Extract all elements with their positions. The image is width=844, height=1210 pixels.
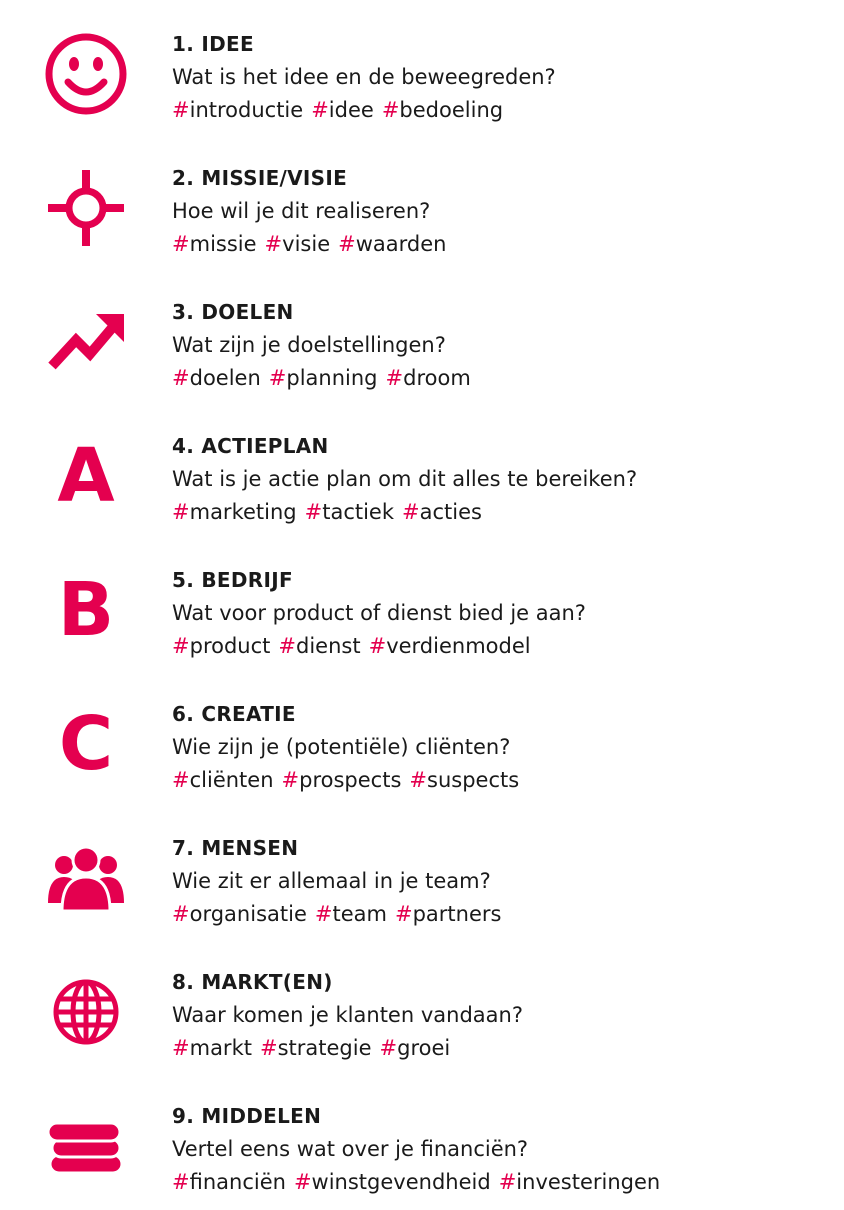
hashtag bbox=[402, 500, 482, 524]
item-title: 8. MARKT(EN) bbox=[172, 970, 333, 994]
hashtag bbox=[172, 634, 270, 658]
trend-up-arrow-icon bbox=[40, 296, 132, 388]
hash-symbol: # bbox=[264, 232, 283, 256]
hashtag-word: dienst bbox=[296, 634, 361, 658]
letter-b-icon bbox=[40, 564, 132, 656]
hashtag bbox=[311, 98, 374, 122]
item-hashtags bbox=[172, 362, 832, 395]
item-question: Wie zijn je (potentiële) cliënten? bbox=[172, 735, 511, 759]
hashtag-word: suspects bbox=[427, 768, 520, 792]
item-hashtags bbox=[172, 1032, 832, 1065]
item-title: 7. MENSEN bbox=[172, 836, 299, 860]
hash-symbol: # bbox=[172, 1170, 190, 1194]
hashtag bbox=[172, 500, 297, 524]
hashtag bbox=[172, 366, 261, 390]
hashtag bbox=[305, 500, 394, 524]
hashtag bbox=[172, 768, 274, 792]
item-text bbox=[172, 296, 832, 395]
item-hashtags bbox=[172, 1166, 832, 1199]
smiley-icon bbox=[40, 28, 132, 120]
hash-symbol: # bbox=[385, 366, 404, 390]
hashtag bbox=[172, 902, 307, 926]
item-title: 4. ACTIEPLAN bbox=[172, 434, 329, 458]
hash-symbol: # bbox=[311, 98, 329, 122]
item-question: Waar komen je klanten vandaan? bbox=[172, 1003, 523, 1027]
hashtag bbox=[409, 768, 519, 792]
item-hashtags bbox=[172, 228, 832, 261]
icon-letter: B bbox=[57, 567, 115, 653]
hashtag-word: planning bbox=[286, 366, 378, 390]
item-title: 3. DOELEN bbox=[172, 300, 294, 324]
hash-symbol: # bbox=[172, 98, 190, 122]
hash-symbol: # bbox=[172, 500, 190, 524]
hashtag-word: organisatie bbox=[189, 902, 307, 926]
hashtag-word: acties bbox=[419, 500, 482, 524]
hashtag bbox=[294, 1170, 491, 1194]
item-question: Wat is het idee en de beweegreden? bbox=[172, 65, 556, 89]
hashtag-word: product bbox=[189, 634, 271, 658]
coin-stack-icon bbox=[40, 1100, 132, 1192]
item-question: Wie zit er allemaal in je team? bbox=[172, 869, 491, 893]
hash-symbol: # bbox=[409, 768, 428, 792]
hash-symbol: # bbox=[338, 232, 356, 256]
item-title: 6. CREATIE bbox=[172, 702, 296, 726]
item-text bbox=[172, 832, 832, 931]
item-title: 2. MISSIE/VISIE bbox=[172, 166, 348, 190]
hashtag bbox=[278, 634, 360, 658]
hashtag-word: winstgevendheid bbox=[311, 1170, 491, 1194]
hashtag-word: visie bbox=[282, 232, 331, 256]
letter-c-icon bbox=[40, 698, 132, 790]
hashtag-word: marketing bbox=[189, 500, 297, 524]
hashtag-word: introductie bbox=[189, 98, 304, 122]
hash-symbol: # bbox=[394, 902, 413, 926]
globe-icon bbox=[40, 966, 132, 1058]
item-hashtags bbox=[172, 496, 832, 529]
hashtag bbox=[382, 98, 503, 122]
hashtag-word: tactiek bbox=[322, 500, 395, 524]
canvas-item bbox=[0, 162, 844, 272]
hash-symbol: # bbox=[172, 902, 190, 926]
canvas-item bbox=[0, 698, 844, 808]
canvas-item bbox=[0, 564, 844, 674]
hash-symbol: # bbox=[268, 366, 287, 390]
item-hashtags bbox=[172, 764, 832, 797]
canvas-item bbox=[0, 28, 844, 138]
hash-symbol: # bbox=[172, 366, 190, 390]
hashtag-word: strategie bbox=[277, 1036, 372, 1060]
canvas-item bbox=[0, 1100, 844, 1210]
hashtag bbox=[172, 232, 257, 256]
item-question: Wat voor product of dienst bied je aan? bbox=[172, 601, 586, 625]
hashtag bbox=[315, 902, 387, 926]
hashtag bbox=[380, 1036, 451, 1060]
item-question: Wat zijn je doelstellingen? bbox=[172, 333, 446, 357]
hash-symbol: # bbox=[379, 1036, 398, 1060]
item-hashtags bbox=[172, 898, 832, 931]
hash-symbol: # bbox=[368, 634, 387, 658]
hashtag-word: groei bbox=[397, 1036, 451, 1060]
hash-symbol: # bbox=[402, 500, 420, 524]
hashtag bbox=[172, 98, 303, 122]
icon-letter: A bbox=[57, 433, 115, 519]
hash-symbol: # bbox=[381, 98, 400, 122]
item-text bbox=[172, 430, 832, 529]
item-text bbox=[172, 564, 832, 663]
hashtag bbox=[269, 366, 378, 390]
hashtag bbox=[260, 1036, 372, 1060]
hash-symbol: # bbox=[172, 634, 190, 658]
item-question: Vertel eens wat over je financiën? bbox=[172, 1137, 529, 1161]
canvas-item bbox=[0, 430, 844, 540]
item-text bbox=[172, 698, 832, 797]
hash-symbol: # bbox=[293, 1170, 312, 1194]
hash-symbol: # bbox=[172, 1036, 190, 1060]
hashtag-word: idee bbox=[328, 98, 374, 122]
hashtag-word: missie bbox=[189, 232, 257, 256]
item-hashtags bbox=[172, 630, 832, 663]
hashtag-word: financiën bbox=[189, 1170, 286, 1194]
hash-symbol: # bbox=[172, 232, 190, 256]
hashtag-word: bedoeling bbox=[399, 98, 504, 122]
people-group-icon bbox=[40, 832, 132, 924]
hashtag-word: team bbox=[332, 902, 387, 926]
hashtag-word: prospects bbox=[299, 768, 402, 792]
item-text bbox=[172, 966, 832, 1065]
item-hashtags bbox=[172, 94, 832, 127]
item-title: 5. BEDRIJF bbox=[172, 568, 293, 592]
item-text bbox=[172, 1100, 832, 1199]
hash-symbol: # bbox=[304, 500, 323, 524]
hashtag-word: verdienmodel bbox=[386, 634, 531, 658]
hashtag-word: investeringen bbox=[516, 1170, 661, 1194]
hashtag bbox=[386, 366, 471, 390]
hash-symbol: # bbox=[314, 902, 333, 926]
hashtag bbox=[499, 1170, 661, 1194]
item-title: 1. IDEE bbox=[172, 32, 254, 56]
hashtag bbox=[395, 902, 501, 926]
hash-symbol: # bbox=[278, 634, 296, 658]
hashtag bbox=[338, 232, 446, 256]
item-text bbox=[172, 28, 832, 127]
hashtag bbox=[369, 634, 531, 658]
letter-a-icon bbox=[40, 430, 132, 522]
hashtag bbox=[172, 1036, 252, 1060]
item-text bbox=[172, 162, 832, 261]
canvas-item bbox=[0, 296, 844, 406]
hashtag-word: markt bbox=[189, 1036, 252, 1060]
crosshair-icon bbox=[40, 162, 132, 254]
hashtag-word: partners bbox=[412, 902, 502, 926]
hashtag-word: droom bbox=[403, 366, 471, 390]
hashtag-word: waarden bbox=[355, 232, 447, 256]
hashtag bbox=[172, 1170, 286, 1194]
hash-symbol: # bbox=[172, 768, 190, 792]
hash-symbol: # bbox=[259, 1036, 278, 1060]
item-question: Hoe wil je dit realiseren? bbox=[172, 199, 431, 223]
hashtag-word: doelen bbox=[189, 366, 261, 390]
item-question: Wat is je actie plan om dit alles te bereiken? bbox=[172, 467, 638, 491]
hashtag bbox=[265, 232, 331, 256]
hash-symbol: # bbox=[498, 1170, 517, 1194]
icon-letter: C bbox=[58, 701, 114, 787]
canvas-item bbox=[0, 966, 844, 1076]
canvas-item bbox=[0, 832, 844, 942]
item-title: 9. MIDDELEN bbox=[172, 1104, 322, 1128]
hash-symbol: # bbox=[281, 768, 300, 792]
hashtag-word: cliënten bbox=[189, 768, 274, 792]
hashtag bbox=[282, 768, 402, 792]
